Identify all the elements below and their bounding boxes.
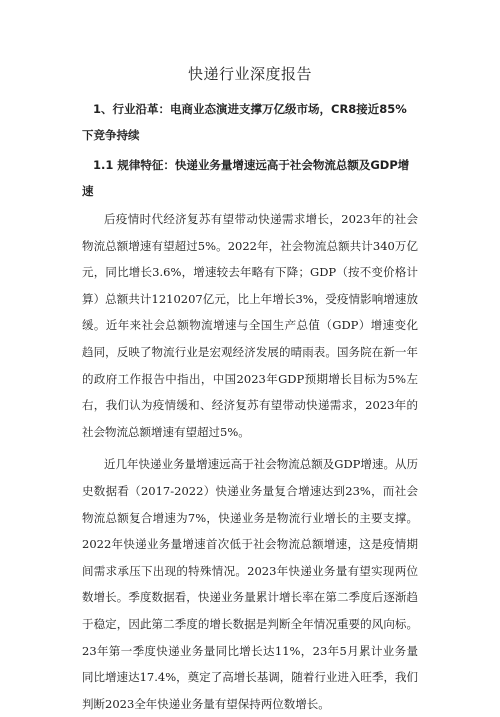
document-title: 快递行业深度报告	[187, 65, 312, 83]
body-paragraph-1: 后疫情时代经济复苏有望带动快递需求增长，2023年的社会物流总额增速有望超过5%。2022年，社会物流总额共计340万亿元，同比增长3.6%，增速较去年略有下降；GDP（按不变价格计算）总额共计1210207亿元，比上年增长3%，受疫情影响增速放缓。近年来社会总额物流增速与全国生产总值（GDP）增速变化趋同，反映了物流行业是宏观经济发展的晴雨表。国务院在新一年的政府工作报告中指出，中国2023年GDP预期增长目标为5%左右，我们认为疫情缓和、经济复苏有望带动快递需求，2023年的社会物流总额增速有望超过5%。	[82, 212, 418, 439]
body-paragraph-2: 近几年快递业务量增速远高于社会物流总额及GDP增速。从历史数据看（2017-2022）快递业务量复合增速达到23%，而社会物流总额复合增速为7%，快递业务是物流行业增长的主要支撑。2022年快递业务量增速首次低于社会物流总额增速，这是疫情期间需求承压下出现的特殊情况。2023年快递业务量有望实现两位数增长。季度数据看，快递业务量累计增长率在第二季度后逐渐趋于稳定，因此第二季度的增长数据是判断全年情况重要的风向标。23年第一季度快递业务量同比增长达11%，23年5月累计业务量同比增速达17.4%，奠定了高增长基调，随着行业进入旺季，我们判断2023全年快递业务量有望保持两位数增长。	[82, 457, 418, 711]
section-1-heading: 1、行业沿革：电商业态演进支撑万亿级市场，CR8接近85%下竞争持续	[82, 102, 407, 142]
section-1-1-heading: 1.1 规律特征：快递业务量增速远高于社会物流总额及GDP增速	[82, 158, 410, 198]
